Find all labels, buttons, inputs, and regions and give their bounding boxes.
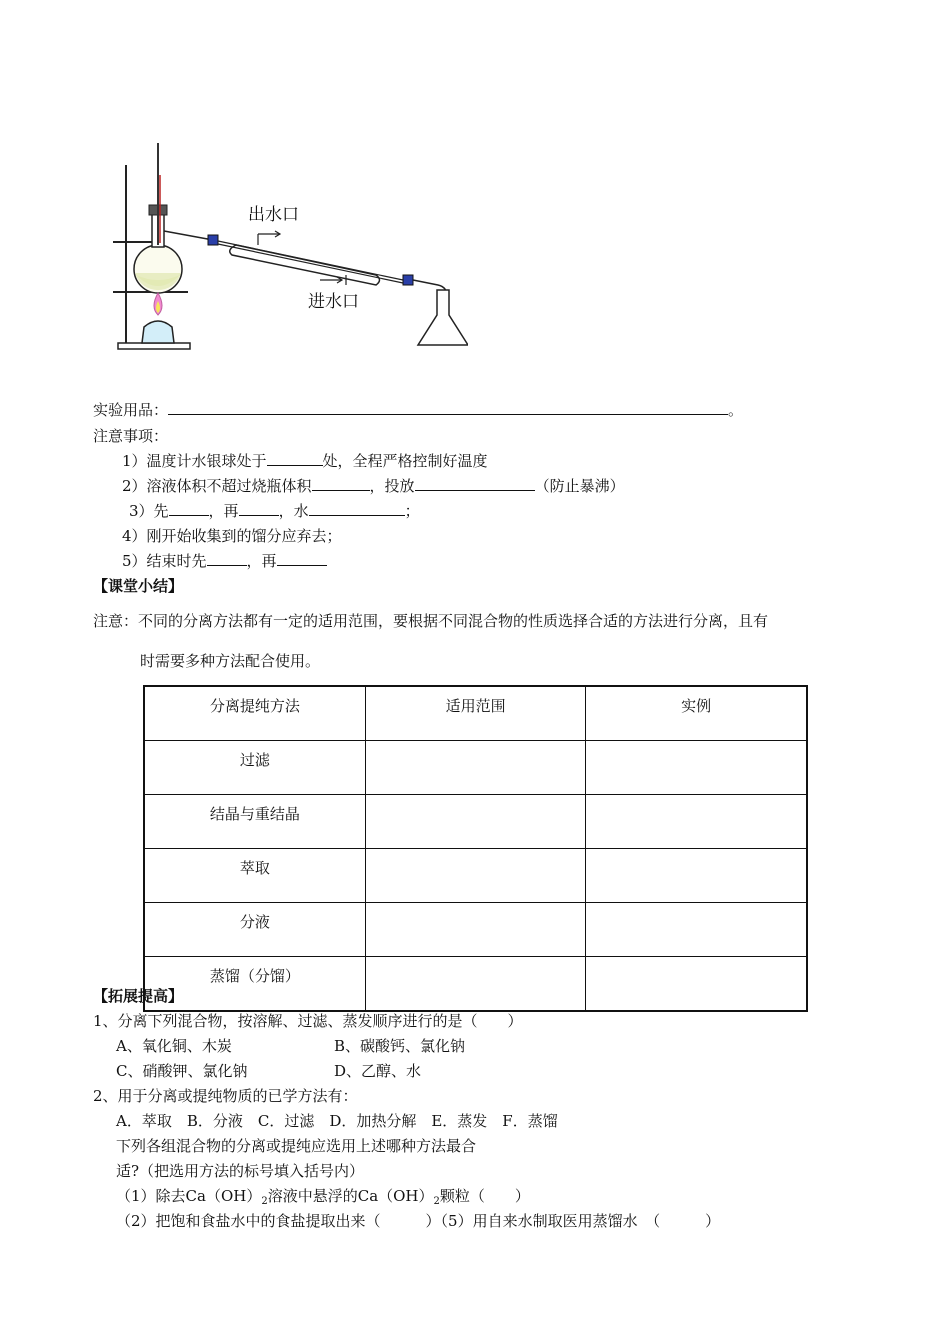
materials-blank[interactable] <box>168 400 728 415</box>
notes-title: 注意事项： <box>93 427 169 445</box>
blank-1[interactable] <box>267 451 323 466</box>
note-item-2: 2）溶液体积不超过烧瓶体积 ，投放 （防止暴沸） <box>122 477 625 495</box>
q2-instruction-1: 下列各组混合物的分离或提纯应选用上述哪种方法最合 <box>116 1137 477 1155</box>
question-2: 2、用于分离或提纯物质的已学方法有： <box>93 1087 358 1105</box>
condenser <box>218 241 403 285</box>
extension-heading: 【拓展提高】 <box>93 987 184 1005</box>
table-row <box>144 741 807 795</box>
blank-7[interactable] <box>207 551 247 566</box>
table-cell-method: 蒸馏（分馏） <box>144 957 365 1012</box>
table-cell-empty[interactable] <box>365 903 586 957</box>
table-header: 实例 <box>586 686 807 741</box>
table-row <box>144 957 807 1012</box>
table-cell-method: 过滤 <box>144 741 365 795</box>
table-header-row <box>144 686 807 741</box>
table-cell-empty[interactable] <box>586 903 807 957</box>
alcohol-lamp <box>142 321 174 343</box>
table-cell-method: 萃取 <box>144 849 365 903</box>
table-cell-empty[interactable] <box>586 957 807 1012</box>
outlet-label: 出水口 <box>248 205 299 225</box>
inlet-label: 进水口 <box>308 292 359 312</box>
blank-8[interactable] <box>277 551 327 566</box>
table-row <box>144 849 807 903</box>
connector-1 <box>208 235 218 245</box>
table-cell-method: 分液 <box>144 903 365 957</box>
table-header: 适用范围 <box>365 686 586 741</box>
table-cell-method: 结晶与重结晶 <box>144 795 365 849</box>
note-item-5: 5）结束时先 ，再 <box>122 550 327 572</box>
table-cell-empty[interactable] <box>365 795 586 849</box>
table-row <box>144 795 807 849</box>
separation-methods-table <box>143 685 808 1012</box>
materials-line: 实验用品： 。 <box>93 401 744 419</box>
q2-item-2: （2）把饱和食盐水中的食盐提取出来（ ）（5）用自来水制取医用蒸馏水 （ ） <box>116 1212 721 1230</box>
blank-6[interactable] <box>309 501 405 516</box>
q2-methods: A．萃取 B．分液 C．过滤 D．加热分解 E．蒸发 F．蒸馏 <box>116 1112 558 1130</box>
note-item-1: 1）温度计水银球处于 处，全程严格控制好温度 <box>122 452 488 470</box>
table-header: 分离提纯方法 <box>144 686 365 741</box>
receiving-flask <box>418 290 468 345</box>
summary-note-line1: 注意：不同的分离方法都有一定的适用范围，要根据不同混合物的性质选择合适的方法进行分离，且有 <box>93 612 769 630</box>
q1-option-d[interactable]: D、乙醇、水 <box>334 1062 422 1080</box>
blank-5[interactable] <box>239 501 279 516</box>
distillation-apparatus-diagram <box>108 135 468 355</box>
q2-item-1: （1）除去$Ca(OH)_2$溶液中悬浮的$Ca(OH)_2$颗粒（ ） <box>116 1187 530 1207</box>
note-item-3: 3）先 ，再 ，水 ； <box>129 502 420 520</box>
blank-2[interactable] <box>312 476 370 491</box>
table-cell-empty[interactable] <box>586 849 807 903</box>
stand-base <box>118 343 190 349</box>
q1-option-b[interactable]: B、碳酸钙、氯化钠 <box>334 1037 466 1055</box>
connector-2 <box>403 275 413 285</box>
side-arm <box>164 231 213 240</box>
table-cell-empty[interactable] <box>365 849 586 903</box>
table-cell-empty[interactable] <box>586 741 807 795</box>
materials-label: 实验用品： <box>93 401 169 419</box>
q1-option-a[interactable]: A、氧化铜、木炭 <box>116 1037 232 1055</box>
table-cell-empty[interactable] <box>586 795 807 849</box>
summary-note-line2: 时需要多种方法配合使用。 <box>140 652 321 670</box>
note-item-4: 4）刚开始收集到的馏分应弃去； <box>122 527 342 545</box>
q2-instruction-2: 适?（把选用方法的标号填入括号内） <box>116 1162 365 1180</box>
summary-heading: 【课堂小结】 <box>93 577 184 595</box>
blank-4[interactable] <box>169 501 209 516</box>
table-row <box>144 903 807 957</box>
question-1: 1、分离下列混合物，按溶解、过滤、蒸发顺序进行的是（ ） <box>93 1012 523 1030</box>
table-cell-empty[interactable] <box>365 741 586 795</box>
q1-option-c[interactable]: C、硝酸钾、氯化钠 <box>116 1062 248 1080</box>
table-cell-empty[interactable] <box>365 957 586 1012</box>
blank-3[interactable] <box>415 476 535 491</box>
